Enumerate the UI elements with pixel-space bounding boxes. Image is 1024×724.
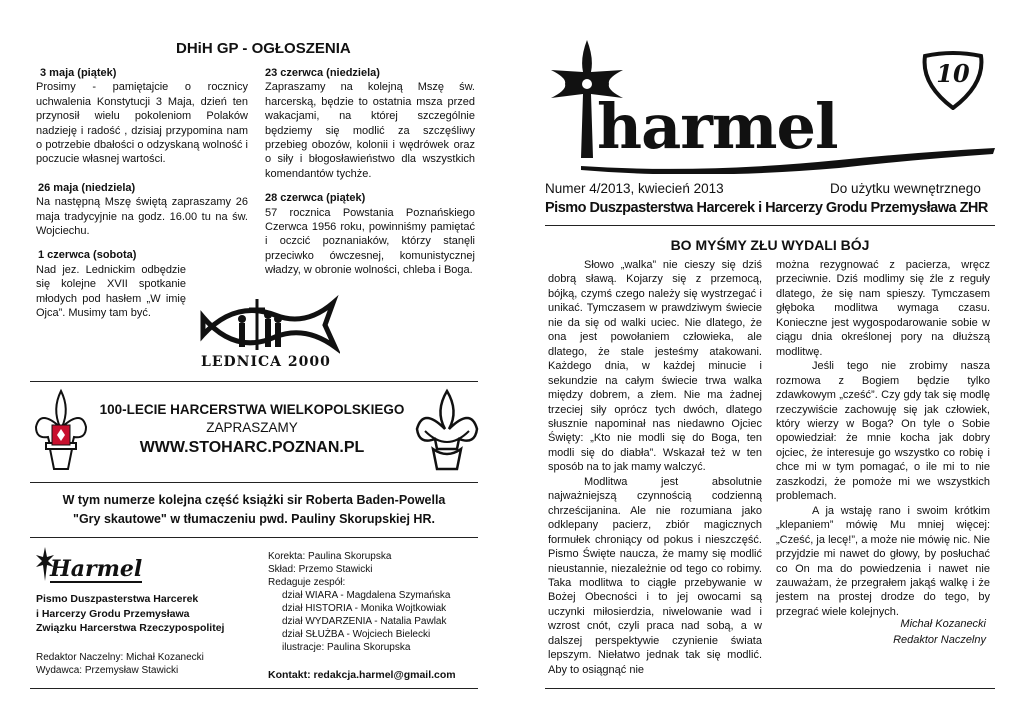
lednica-logo — [195, 295, 340, 373]
announcement-date: 3 maja (piątek) — [40, 67, 117, 79]
masthead — [545, 36, 995, 180]
issue-badge-number: 10 — [936, 59, 970, 88]
centenary-invite: ZAPRASZAMY — [206, 420, 298, 435]
announcement-text: 57 rocznica Powstania Poznańskiego Czerwca 1956 roku, powinniśmy pamiętać i oczcić poznaniaków, którzy stanęli przeciwko ówczesnej, komunistycznej władzy, w obronie wolności, chleba i Boga. — [265, 206, 475, 277]
staff-line: Korekta: Paulina Skorupska — [268, 551, 392, 562]
announcements-column-1 — [38, 66, 248, 321]
staff-line: dział HISTORIA - Monika Wojtkowiak — [282, 603, 447, 614]
footer-logo-text: Harmel — [50, 556, 143, 582]
article-paragraph: Modlitwa jest absolutnie najważniejszą czynnością codzienną chrześcijanina. Ale nie rozumiana jako odklepany pacierz, zbiór magicznych formułek chroniący od pokus i nieszczęść. Pismo Święte naucza, że mamy się modlić nieustannie, niezależnie od tego co robimy. Taka modlitwa to ciągłe przebywanie w Bożej Obecności i to jej owocami są uczynki miłosierdzia, niwelowanie wad i wzrost cnót, czyli praca nad sobą, a w dalszej perspektywie czynienie świata lepszym. Niełatwo jednak tak się modlić. Aby to osiągnąć nie — [548, 475, 762, 676]
centenary-url[interactable]: WWW.STOHARC.POZNAN.PL — [139, 439, 365, 456]
issue-note — [30, 491, 478, 529]
footer-publisher — [36, 592, 256, 636]
signature-role: Redaktor Naczelny — [893, 634, 986, 646]
contact-line[interactable]: Kontakt: redakcja.harmel@gmail.com — [268, 669, 456, 681]
internal-use-label: Do użytku wewnętrznego — [830, 181, 981, 196]
centenary-emblem-left — [32, 387, 90, 473]
staff-line: dział SŁUŻBA - Wojciech Bielecki — [282, 629, 431, 640]
announcements-title: DHiH GP - OGŁOSZENIA — [176, 40, 351, 57]
fleur-de-lis-icon — [32, 387, 90, 473]
publisher-line: i Harcerzy Grodu Przemysława — [36, 607, 190, 620]
article-title: BO MYŚMY ZŁU WYDALI BÓJ — [670, 237, 870, 253]
announcement-date: 26 maja (niedziela) — [38, 181, 136, 194]
article-signature — [776, 616, 986, 648]
publication-subtitle: Pismo Duszpasterstwa Harcerek i Harcerzy Grodu Przemysława ZHR — [545, 200, 988, 216]
staff-line: dział WYDARZENIA - Natalia Pawlak — [282, 616, 447, 627]
announcement-date: 1 czerwca (sobota) — [38, 249, 137, 262]
lednica-label: LEDNICA 2000 — [201, 354, 331, 370]
announcement-text: Nad jez. Lednickim odbędzie się kolejne XVII spotkanie młodych pod hasłem „W imię Ojca”. Musimy tam być. — [36, 263, 186, 320]
signature-name: Michał Kozanecki — [900, 618, 986, 630]
issue-line: Numer 4/2013, kwiecień 2013 — [545, 181, 724, 196]
masthead-swoosh — [579, 144, 999, 174]
centenary-banner — [92, 401, 412, 459]
announcement-text: Zapraszamy na kolejną Mszę św. harcerską, będzie to ostatnia msza przed wakacjami, na której szczególnie będziemy się modlić za szczęśliwy przebieg obozów, kolonii i wędrówek oraz o siły i błogosławieństwo dla wszystkich komendantów tychże. — [265, 81, 475, 180]
issue-note-line-1: W tym numerze kolejna część książki sir Roberta Baden-Powella — [62, 493, 446, 507]
announcement-date: 23 czerwca (niedziela) — [265, 67, 380, 79]
wydawca-line: Wydawca: Przemysław Stawicki — [36, 665, 179, 676]
divider — [545, 688, 995, 689]
announcement-text: Na następną Mszę świętą zapraszamy 26 maja tradycyjnie na godz. 16.00 tu na św. Wojciechu. — [36, 196, 248, 238]
article-paragraph: można rezygnować z pacierza, wręcz przeciwnie. Dziś modlimy się źle z reguły dlatego, że się nam spieszy. Tymczasem głęboka modlitwa wymaga czasu. Konieczne jest wygospodarowanie sobie w ciągu dnia określonej pory na dłuższą modlitwę. — [776, 259, 990, 358]
announcement-date: 28 czerwca (piątek) — [265, 192, 366, 205]
staff-line: Skład: Przemo Stawicki — [268, 564, 373, 575]
issue-note-line-2: "Gry skautowe" w tłumaczeniu pwd. Pauliny Skorupskiej HR. — [73, 512, 435, 526]
divider — [30, 482, 478, 483]
lednica-fish-icon — [195, 295, 340, 355]
article-paragraph: A ja wstaję rano i swoim krótkim „klepaniem” mówię Mu mniej więcej: „Cześć, ja lecę!”, a może nie mówię nic. Nie przyjdzie mi nawet do głowy, by posłuchać co On ma do powiedzenia i nawet nie zauważam, że przegrałem jakąś walkę i że jestem na prostej drodze do tego, by przegrać wiele kolejnych. — [776, 504, 990, 618]
staff-line: ilustracje: Paulina Skorupska — [282, 642, 411, 653]
divider — [30, 688, 478, 689]
article-column-2 — [776, 258, 990, 619]
announcements-column-2 — [265, 66, 475, 278]
divider — [30, 537, 478, 538]
announcement-item — [38, 66, 248, 80]
article-paragraph: Słowo „walka” nie cieszy się dziś dobrą sławą. Kojarzy się z przemocą, bójką, czymś czego należy się wystrzegać i unikać. Tymczasem w prawdziwym świecie nie da się od walki uciec. Nie dlatego, że ona jest powołaniem człowieka, ale dlatego, że stale jesteśmy atakowani. Każdego dnia, w każdej minucie i sekundzie na całym świecie trwa walka między dobrem, a złem. Nie ma żadnej trzeciej siły oprócz tych dwóch, dlatego słusznie napominał nas niedawno Ojciec Święty: „Kto nie modli się do Boga, ten modli się do diabła”. Wskazał też w ten sposób na to jak mamy walczyć. — [548, 259, 762, 474]
centenary-title: 100-LECIE HARCERSTWA WIELKOPOLSKIEGO — [99, 402, 405, 417]
footer-credits — [36, 651, 256, 677]
staff-list — [268, 550, 478, 654]
centenary-emblem-right — [413, 387, 481, 473]
publisher-line: Związku Harcerstwa Rzeczypospolitej — [36, 622, 225, 634]
article-column-1 — [548, 258, 762, 677]
divider — [545, 225, 995, 226]
staff-line: dział WIARA - Magdalena Szymańska — [282, 590, 451, 601]
announcement-text: Prosimy - pamiętajcie o rocznicy uchwalenia Konstytucji 3 Maja, dzień ten przynosił wielu pokoleniom Polaków nadzieję i radość , dzisiaj przypomina nam o potrzebie dbałości o odzyskaną wolność i poczucie własnej wartości. — [36, 81, 248, 166]
scout-lily-icon — [413, 387, 481, 473]
staff-line: Redaguje zespół: — [268, 577, 346, 588]
editor-line: Redaktor Naczelny: Michał Kozanecki — [36, 652, 204, 663]
article-paragraph: Jeśli tego nie zrobimy nasza rozmowa z Bogiem będzie tylko zdawkowym „cześć”. Czy gdy tak się modlę rzeczywiście zachowuję się jak człowiek, który wierzy w Boga? On tyle o Sobie opowiedział: że mnie kocha jak dobry ojciec, że interesuje go wszystko co robię i chce mi w tym pomagać, o ile mi to nie zaszkodzi, że pomoże mi we wszystkich problemach. — [776, 360, 990, 503]
footer-logo — [34, 545, 164, 587]
publisher-line: Pismo Duszpasterstwa Harcerek — [36, 593, 199, 605]
divider — [30, 381, 478, 382]
masthead-title: harmel — [597, 90, 838, 163]
